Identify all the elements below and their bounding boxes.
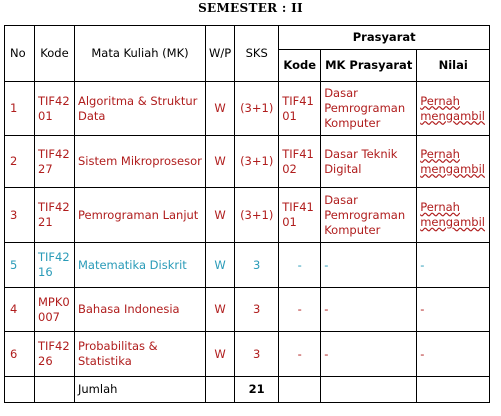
header-row [5,26,490,50]
header-no: No [5,26,35,82]
cell-kode: TIF4226 [35,332,75,377]
cell-mk: Sistem Mikroprosesor [75,136,206,188]
cell-kode: TIF4221 [35,188,75,243]
header-kode: Kode [35,26,75,82]
table-row [5,188,490,243]
cell-wp: W [206,332,235,377]
cell-mk: Bahasa Indonesia [75,288,206,332]
cell-pra-kode: TIF4101 [279,82,321,136]
cell-pra-mk: Dasar Teknik Digital [321,136,417,188]
cell-sks: 3 [235,243,279,288]
table-row [5,332,490,377]
cell-pra-kode: TIF4101 [279,188,321,243]
cell-kode: TIF4201 [35,82,75,136]
total-sks: 21 [235,377,279,403]
cell-pra-mk: - [321,332,417,377]
total-label: Jumlah [75,377,206,403]
cell-sks: (3+1) [235,136,279,188]
cell-pra-kode: TIF4102 [279,136,321,188]
cell-no: 1 [5,82,35,136]
cell-wp: W [206,136,235,188]
cell-wp: W [206,243,235,288]
cell-sks: (3+1) [235,188,279,243]
header-prasyarat: Prasyarat [279,26,490,50]
cell-no: 5 [5,243,35,288]
cell-mk: Probabilitas & Statistika [75,332,206,377]
cell-empty [206,377,235,403]
cell-sks: 3 [235,288,279,332]
cell-mk: Pemrograman Lanjut [75,188,206,243]
cell-no: 6 [5,332,35,377]
header-pra-kode: Kode [279,50,321,82]
cell-pra-kode: - [279,332,321,377]
cell-empty [5,377,35,403]
cell-empty [417,377,490,403]
header-pra-mk: MK Prasyarat [321,50,417,82]
cell-pra-mk: Dasar Pemrograman Komputer [321,82,417,136]
cell-empty [35,377,75,403]
cell-pra-kode: - [279,288,321,332]
cell-no: 2 [5,136,35,188]
curriculum-table [4,25,490,403]
cell-wp: W [206,288,235,332]
table-row [5,136,490,188]
cell-nilai: Pernah mengambil [417,136,490,188]
cell-pra-mk: - [321,243,417,288]
cell-nilai: Pernah mengambil [417,82,490,136]
cell-mk: Algoritma & Struktur Data [75,82,206,136]
cell-mk: Matematika Diskrit [75,243,206,288]
cell-kode: TIF4227 [35,136,75,188]
cell-nilai: Pernah mengambil [417,188,490,243]
cell-no: 4 [5,288,35,332]
cell-wp: W [206,82,235,136]
cell-pra-mk: - [321,288,417,332]
cell-wp: W [206,188,235,243]
cell-sks: 3 [235,332,279,377]
header-sks: SKS [235,26,279,82]
semester-title: SEMESTER : II [198,1,303,15]
total-row [5,377,490,403]
cell-kode: TIF4216 [35,243,75,288]
header-mata-kuliah: Mata Kuliah (MK) [75,26,206,82]
cell-nilai: - [417,288,490,332]
header-pra-nilai: Nilai [417,50,490,82]
cell-nilai: - [417,332,490,377]
table-row [5,82,490,136]
cell-no: 3 [5,188,35,243]
cell-nilai: - [417,243,490,288]
cell-empty [321,377,417,403]
table-row [5,288,490,332]
cell-pra-mk: Dasar Pemrograman Komputer [321,188,417,243]
cell-kode: MPK0007 [35,288,75,332]
header-wp: W/P [206,26,235,82]
table-row [5,243,490,288]
cell-empty [279,377,321,403]
cell-sks: (3+1) [235,82,279,136]
cell-pra-kode: - [279,243,321,288]
